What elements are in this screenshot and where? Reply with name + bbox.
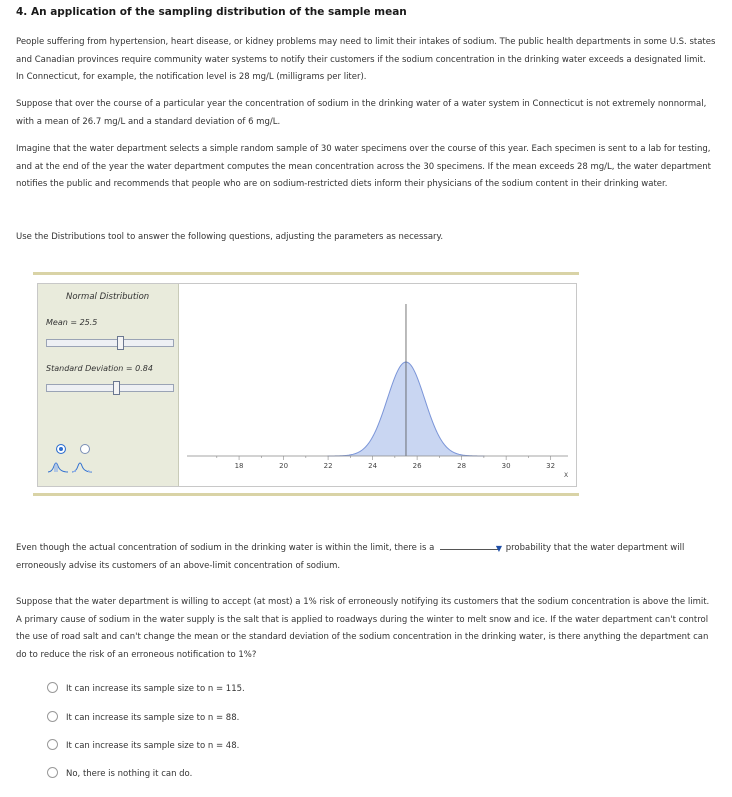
radio-button[interactable]: [47, 767, 58, 778]
radio-button[interactable]: [47, 711, 58, 722]
answer-option-label: It can increase its sample size to n = 88.: [66, 713, 240, 723]
radio-button[interactable]: [47, 739, 58, 750]
x-tick-label: 20: [279, 462, 289, 470]
control-panel: [38, 284, 179, 486]
answer-option[interactable]: [47, 767, 192, 779]
panel-title: Normal Distribution: [66, 292, 150, 302]
question-title: 4. An application of the sampling distribution of the sample mean: [16, 6, 407, 18]
radio-button[interactable]: [47, 682, 58, 693]
answer-option[interactable]: [47, 682, 245, 694]
distributions-tool: [37, 283, 577, 487]
x-axis-label: X: [563, 472, 569, 479]
sd-slider-thumb[interactable]: [113, 381, 120, 395]
distribution-paragraph: Suppose that over the course of a particular year the concentration of sodium in the drinking water of a water system in Connecticut is not extremely nonnormal, with a mean of 26.7 mg/L and a standard deviation of 6 mg/L.: [16, 99, 707, 127]
x-tick-label: 18: [234, 462, 244, 470]
instruction-paragraph: Use the Distributions tool to answer the following questions, adjusting the parameters as necessary.: [16, 232, 444, 242]
answer-option-label: It can increase its sample size to n = 115.: [66, 684, 245, 694]
x-tick-label: 22: [323, 462, 333, 470]
x-tick-label: 32: [546, 462, 556, 470]
sd-label: Standard Deviation = 0.84: [46, 364, 153, 373]
sampling-paragraph: Imagine that the water department selects a simple random sample of 30 water specimens over the course of this year. Each specimen is sent to a lab for testing, and at the end of the year the water department computes the mean concentration across the 30 specimens. If the mean exceeds 28 mg/L, the water department notifies the public and recommends that people who are on sodium-restricted diets inform their physicians of the sodium content in their drinking water.: [16, 144, 711, 189]
answer-option-label: It can increase its sample size to n = 48.: [66, 741, 240, 751]
x-tick-label: 24: [368, 462, 378, 470]
probability-dropdown[interactable]: [440, 540, 503, 553]
chevron-down-icon: ▼: [495, 544, 503, 553]
sample-size-question: Suppose that the water department is willing to accept (at most) a 1% risk of erroneously notifying its customers that the sodium concentration is above the limit. A primary cause of sodium in the water supply is the salt that is applied to roadways during the winter to melt snow and ice. If the water department can't control the use of road salt and can't change the mean or the standard deviation of the sodium concentration in the drinking water, is there anything the department can do to reduce the risk of an erroneous notification to 1%?: [16, 597, 710, 660]
answer-option-label: No, there is nothing it can do.: [66, 769, 193, 779]
mean-slider-thumb[interactable]: [117, 336, 124, 350]
question1-before-text: Even though the actual concentration of sodium in the drinking water is within the limit, there is a: [16, 543, 435, 553]
tail-mode-radio-two[interactable]: [80, 444, 90, 454]
x-tick-label: 26: [412, 462, 422, 470]
answer-option[interactable]: [47, 739, 239, 751]
probability-question: [16, 540, 716, 575]
question1-after-text: probability that the water department will erroneously advise its customers of an above-limit concentration of sodium.: [16, 543, 685, 571]
sd-slider[interactable]: [46, 384, 174, 392]
tail-mode-radio-one[interactable]: [56, 444, 66, 454]
single-curve-icon[interactable]: [47, 459, 69, 473]
two-tail-curve-icon[interactable]: [71, 459, 93, 473]
tool-bottom-rule: [33, 493, 579, 496]
mean-label: Mean = 25.5: [46, 318, 98, 327]
x-tick-label: 28: [457, 462, 467, 470]
mean-slider[interactable]: [46, 339, 174, 347]
tool-top-rule: [33, 272, 579, 275]
x-tick-label: 30: [501, 462, 511, 470]
distribution-chart: [179, 284, 576, 486]
intro-paragraph: People suffering from hypertension, heart disease, or kidney problems may need to limit their intakes of sodium. The public health departments in some U.S. states and Canadian provinces require community water systems to notify their customers if the sodium concentration in the drinking water exceeds a designated limit. In Connecticut, for example, the notification level is 28 mg/L (milligrams per liter).: [16, 37, 716, 82]
answer-option[interactable]: [47, 711, 239, 723]
